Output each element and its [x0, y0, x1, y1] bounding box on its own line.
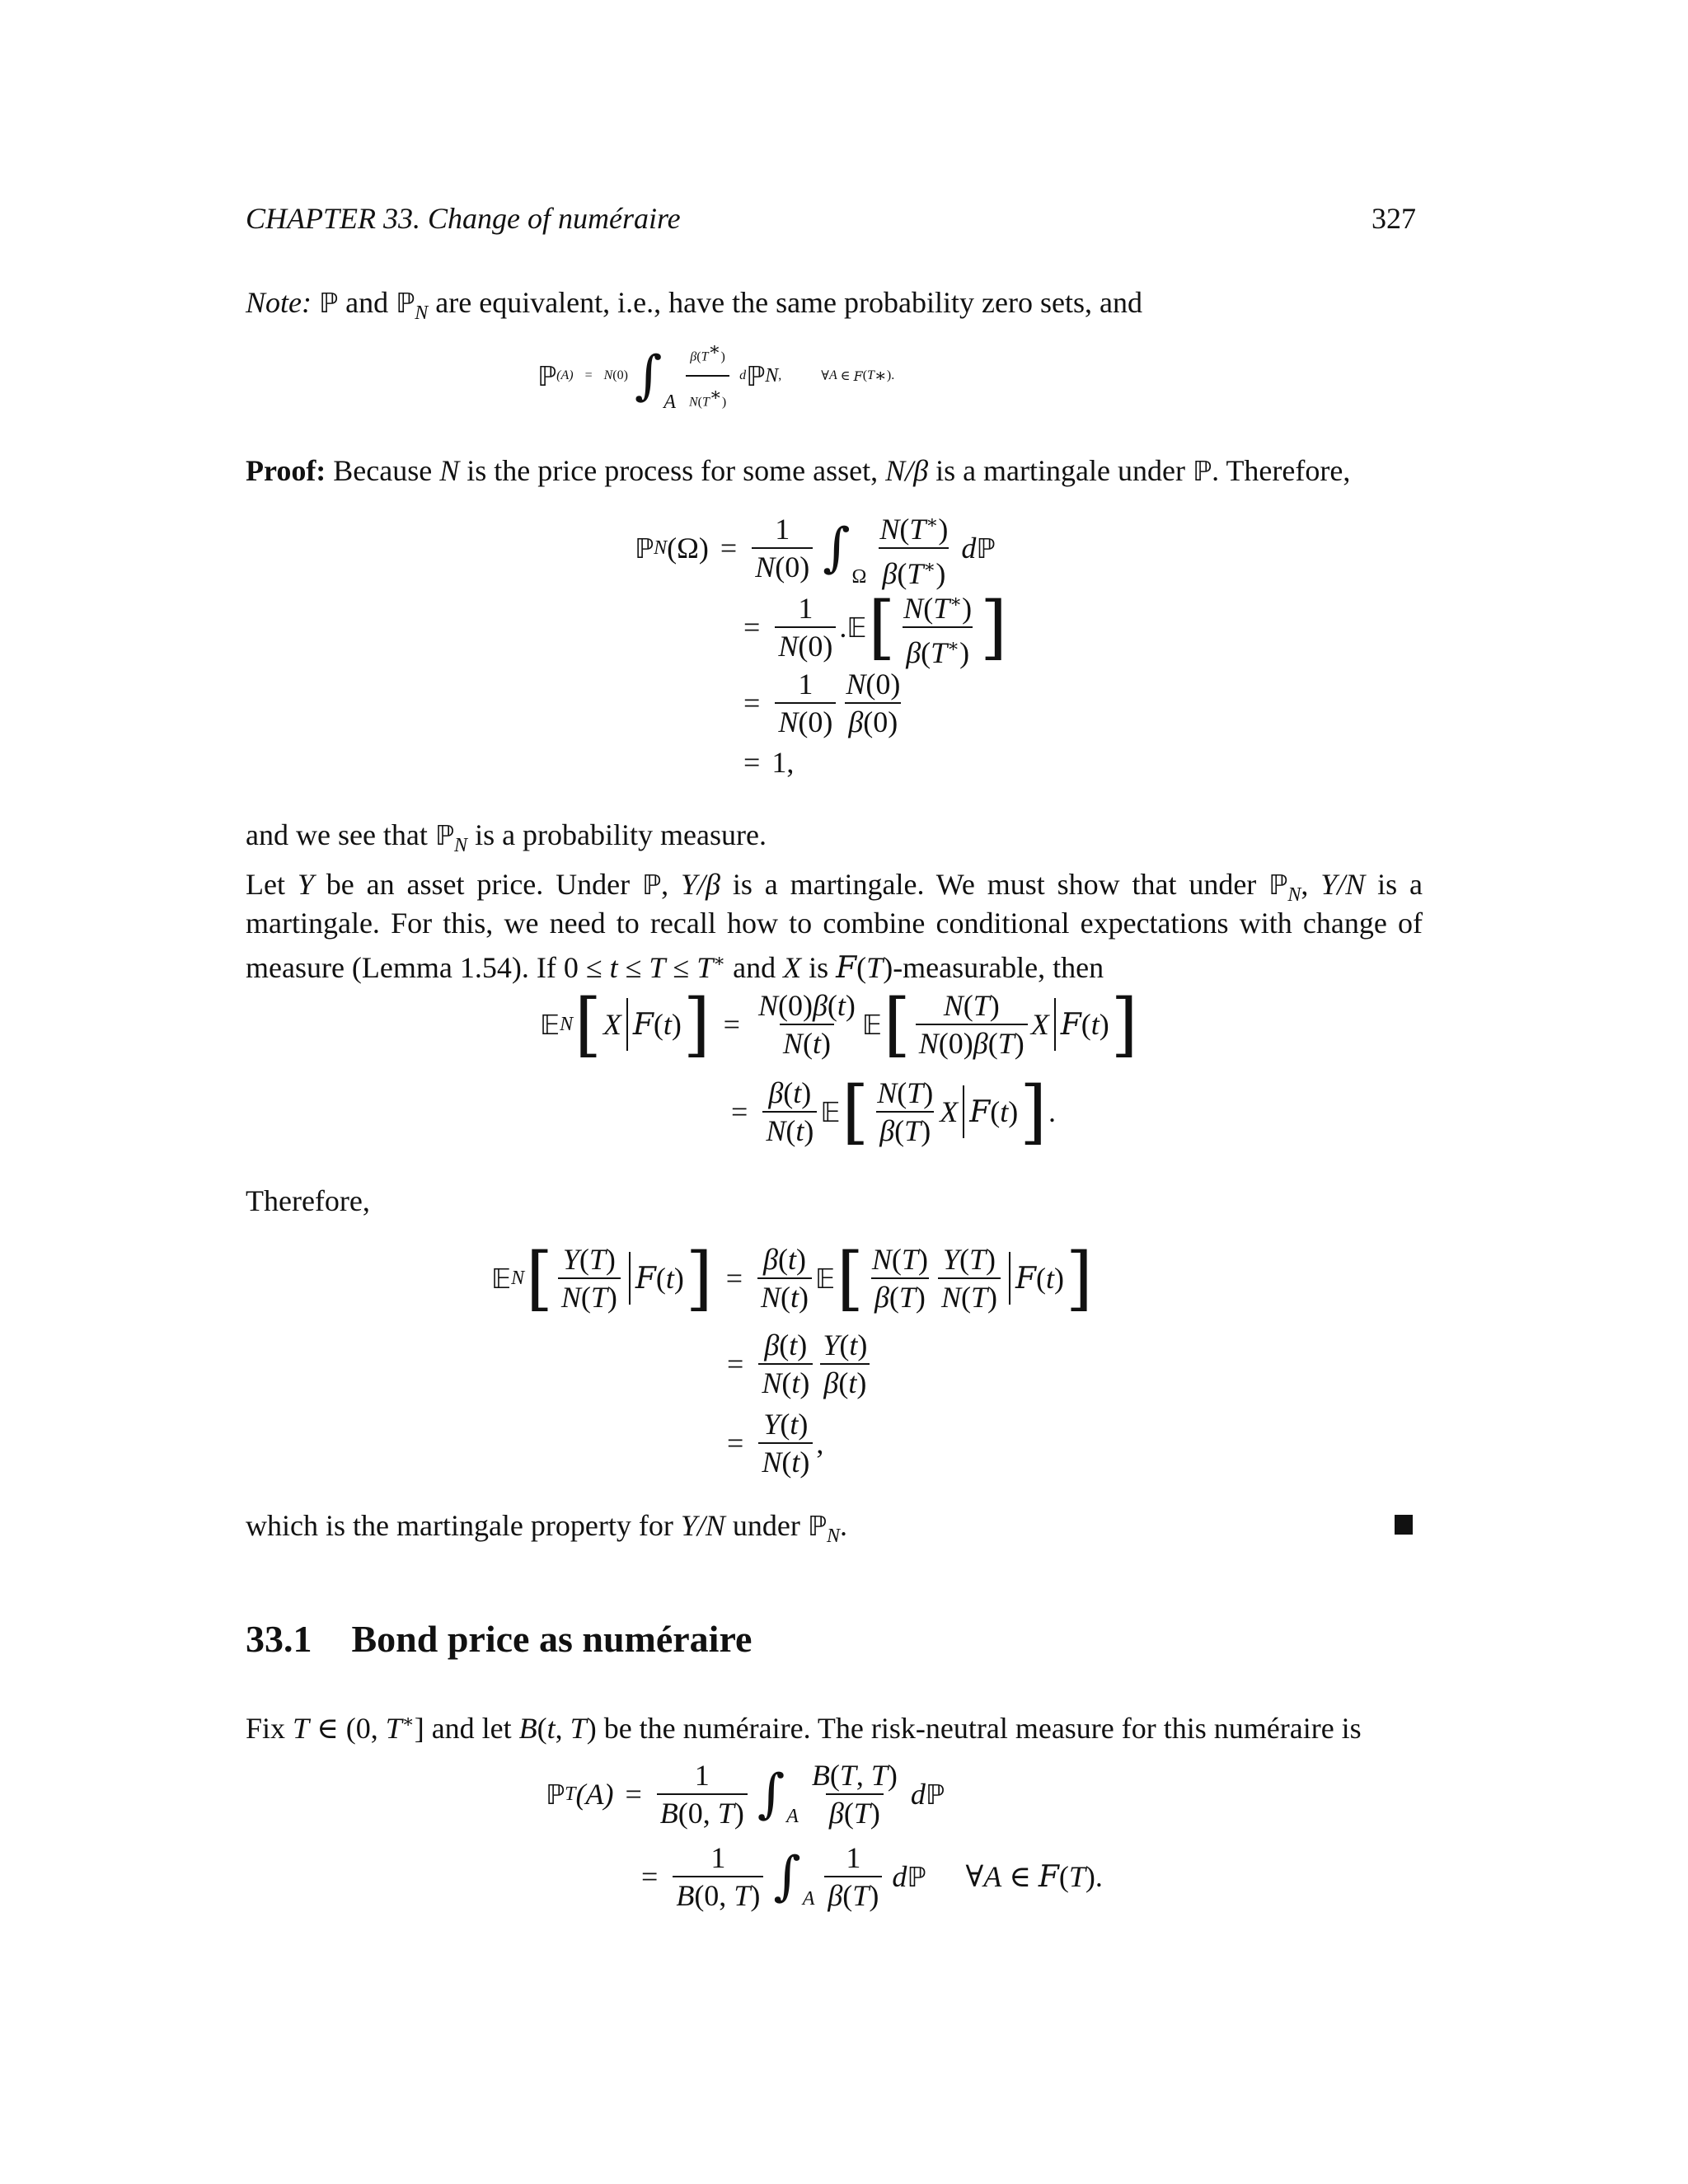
- section-heading: [246, 1617, 752, 1661]
- equation-pn-omega: ℙ N (Ω) = $\frac{1}{N(0)}$ ∫ Ω $\frac{N(T^∗)}{\beta(T^∗)}$ d ℙ = $\frac{1}{N(0)}$ . 𝔼 [ $\frac{N(T^∗)}{\beta(T^∗)}$ ] = $\frac{1}{N(0)}$ $\frac{N(0)}{\beta(0)}$ = 1,: [635, 512, 1007, 779]
- martingale-conclusion-line: which is the martingale property for Y/N under ℙ$_N$.: [246, 1509, 848, 1547]
- running-header: [246, 199, 681, 237]
- asset-paragraph: Let Y be an asset price. Under ℙ, Y/β is a martingale. We must show that under ℙ$_N$, Y/N is a martingale. For this, we need to recall how to combine conditional expectations with change of measure (Lemma 1.54). If 0 ≤ t ≤ T ≤ T∗ and X is F(T)-measurable, then: [246, 868, 1423, 985]
- section-number: 33.1: [246, 1618, 312, 1660]
- proof-line: Proof: Because N is the price process for some asset, N/β is a martingale under ℙ. Therefore,: [246, 454, 1351, 487]
- section-title: Bond price as numéraire: [351, 1618, 753, 1660]
- running-title: CHAPTER 33. Change of numéraire: [246, 202, 681, 235]
- page-number: 327: [1372, 202, 1416, 235]
- therefore-label: Therefore,: [246, 1184, 370, 1217]
- proof-label: Proof:: [246, 454, 326, 487]
- note-label: Note:: [246, 286, 312, 319]
- equation-forward-measure: ℙ T (A) = $\frac{1}{B(0, T)}$ ∫ A $\frac{B(T, T)}{\beta(T)}$ d ℙ = $\frac{1}{B(0, T)}$ ∫ A $\frac{1}{\beta(T)}$ d ℙ ∀ A ∈ F ( T ).: [546, 1759, 1103, 1912]
- equation-conditional-expectation: 𝔼 N [ X F ( t ) ] = $\frac{N(0)\beta(t)}{N(t)}$ 𝔼 [ $\frac{N(T)}{N(0)\beta(T)}$ X F ( t ) ] = $\frac{\beta(t)}{N(t)}$ 𝔼 [ $\frac{N(T)}{\beta(T)}$ X F ( t ) ] .: [540, 984, 1138, 1152]
- probability-measure-line: and we see that ℙ$_N$ is a probability measure.: [246, 818, 767, 856]
- bond-paragraph: Fix T ∈ (0, T∗] and let B(t, T) be the numéraire. The risk-neutral measure for this numéraire is: [246, 1711, 1362, 1745]
- equation-measure-equivalence: ℙ (A) = N (0) ∫ A $\frac{\beta(T^∗)}{N(T^∗)}$ d ℙ N , ∀ A ∈ F ( T ∗ ).: [537, 336, 894, 415]
- qed-square-icon: [1395, 1515, 1413, 1535]
- equation-martingale-property: 𝔼 N [ $\frac{Y(T)}{N(T)}$ F ( t ) ] = $\frac{\beta(t)}{N(t)}$ 𝔼 [ $\frac{N(T)}{\beta(T)}$ $\frac{Y(T)}{N(T)}$ F ( t ) ] = $\frac{\beta(t)}{N(t)}$ $\frac{Y(t)}{\beta(t)}$ = $\frac{Y(t)}{N(t)}$ ,: [491, 1238, 1093, 1479]
- note-line: Note: ℙ and ℙ$_N$ are equivalent, i.e., have the same probability zero sets, and: [246, 286, 1142, 324]
